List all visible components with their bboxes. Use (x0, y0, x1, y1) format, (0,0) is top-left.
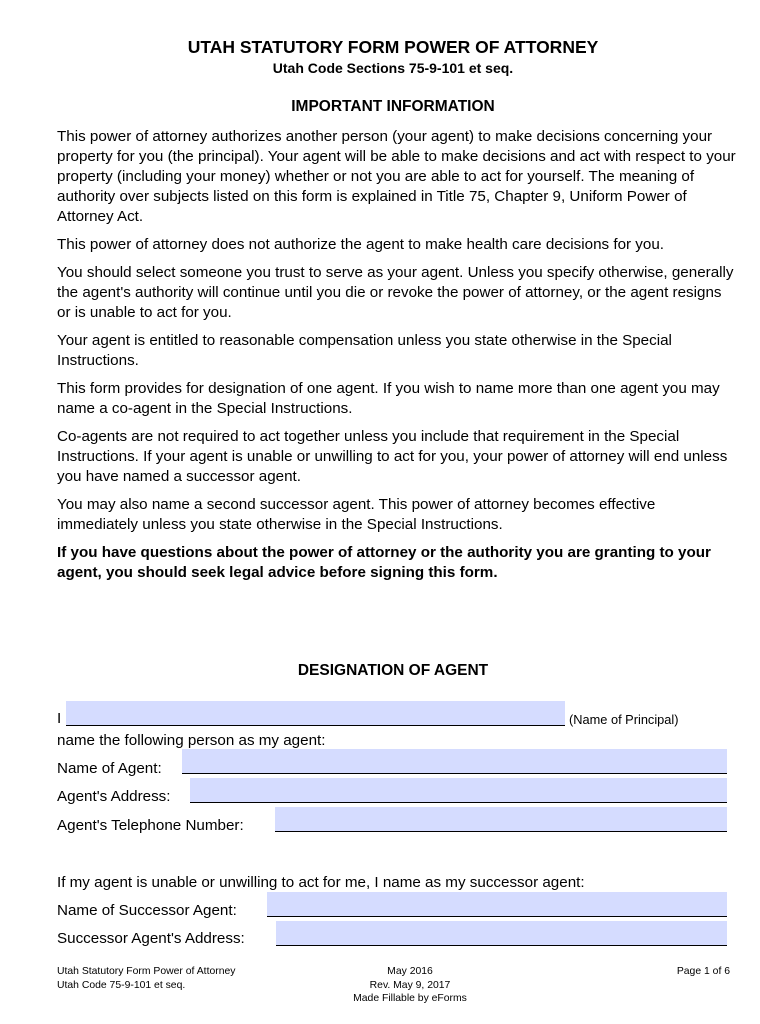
info-paragraph-compensation: Your agent is entitled to reasonable compensation unless you state otherwise in the Special Instructions. (57, 332, 672, 369)
footer-form-name: Utah Statutory Form Power of Attorney (57, 966, 236, 977)
info-paragraph-co-agents: Co-agents are not required to act together unless you include that requirement in the Special Instructions. If your agent is unable or unwilling to act for you, your power of attorney will end unless you have named a successor agent. (57, 428, 728, 485)
successor-address-label: Successor Agent's Address: (57, 930, 245, 947)
successor-address-field[interactable] (276, 921, 727, 946)
info-paragraph-authority: This power of attorney authorizes another person (your agent) to make decisions concerning your property for you (the principal). Your agent will be able to make decisions and act with respect to your property (including your money) whether or not you are able to act for yourself. The meaning of authority over subjects listed on this form is explained in Title 75, Chapter 9, Uniform Power of Attorney Act. (57, 128, 736, 225)
principal-name-note: (Name of Principal) (569, 712, 679, 727)
agent-phone-field[interactable] (275, 807, 727, 832)
info-paragraph-health-care: This power of attorney does not authorize the agent to make health care decisions for you. (57, 236, 665, 253)
footer-left (57, 965, 235, 992)
footer-date: May 2016 (387, 966, 433, 977)
agent-address-field[interactable] (190, 778, 727, 803)
i-label: I (57, 710, 62, 727)
info-paragraph-select-agent: You should select someone you trust to serve as your agent. Unless you specify otherwise, generally the agent's authority will continue until you die or revoke the power of attorney, or the agent resigns or is unable to act for you. (57, 264, 734, 321)
designation-heading: DESIGNATION OF AGENT (297, 662, 489, 679)
successor-name-label: Name of Successor Agent: (57, 902, 237, 919)
document-title: UTAH STATUTORY FORM POWER OF ATTORNEY (187, 37, 599, 57)
footer-code: Utah Code 75-9-101 et seq. (57, 979, 186, 991)
principal-name-field[interactable] (66, 701, 565, 726)
agent-name-field[interactable] (182, 749, 727, 774)
legal-advice-warning: If you have questions about the power of attorney or the authority you are granting to your agent, you should seek legal advice before signing this form. (57, 544, 711, 581)
footer-revision: Rev. May 9, 2017 (369, 979, 451, 991)
document-subtitle: Utah Code Sections 75-9-101 et seq. (272, 60, 514, 76)
agent-phone-label: Agent's Telephone Number: (57, 817, 244, 834)
footer-fillable-note: Made Fillable by eForms (353, 993, 467, 1004)
footer-center (310, 965, 510, 1006)
successor-intro-text: If my agent is unable or unwilling to act for me, I name as my successor agent: (57, 874, 585, 891)
agent-address-label: Agent's Address: (57, 788, 171, 805)
name-following-text: name the following person as my agent: (57, 732, 326, 749)
important-info-heading: IMPORTANT INFORMATION (291, 98, 495, 115)
successor-name-field[interactable] (267, 892, 727, 917)
info-paragraph-one-agent: This form provides for designation of one agent. If you wish to name more than one agent you may name a co-agent in the Special Instructions. (57, 380, 720, 417)
agent-name-label: Name of Agent: (57, 760, 162, 777)
footer-page-number: Page 1 of 6 (676, 966, 730, 977)
important-info-body (57, 127, 737, 591)
info-paragraph-second-successor: You may also name a second successor agent. This power of attorney becomes effective immediately unless you state otherwise in the Special Instructions. (57, 496, 656, 533)
